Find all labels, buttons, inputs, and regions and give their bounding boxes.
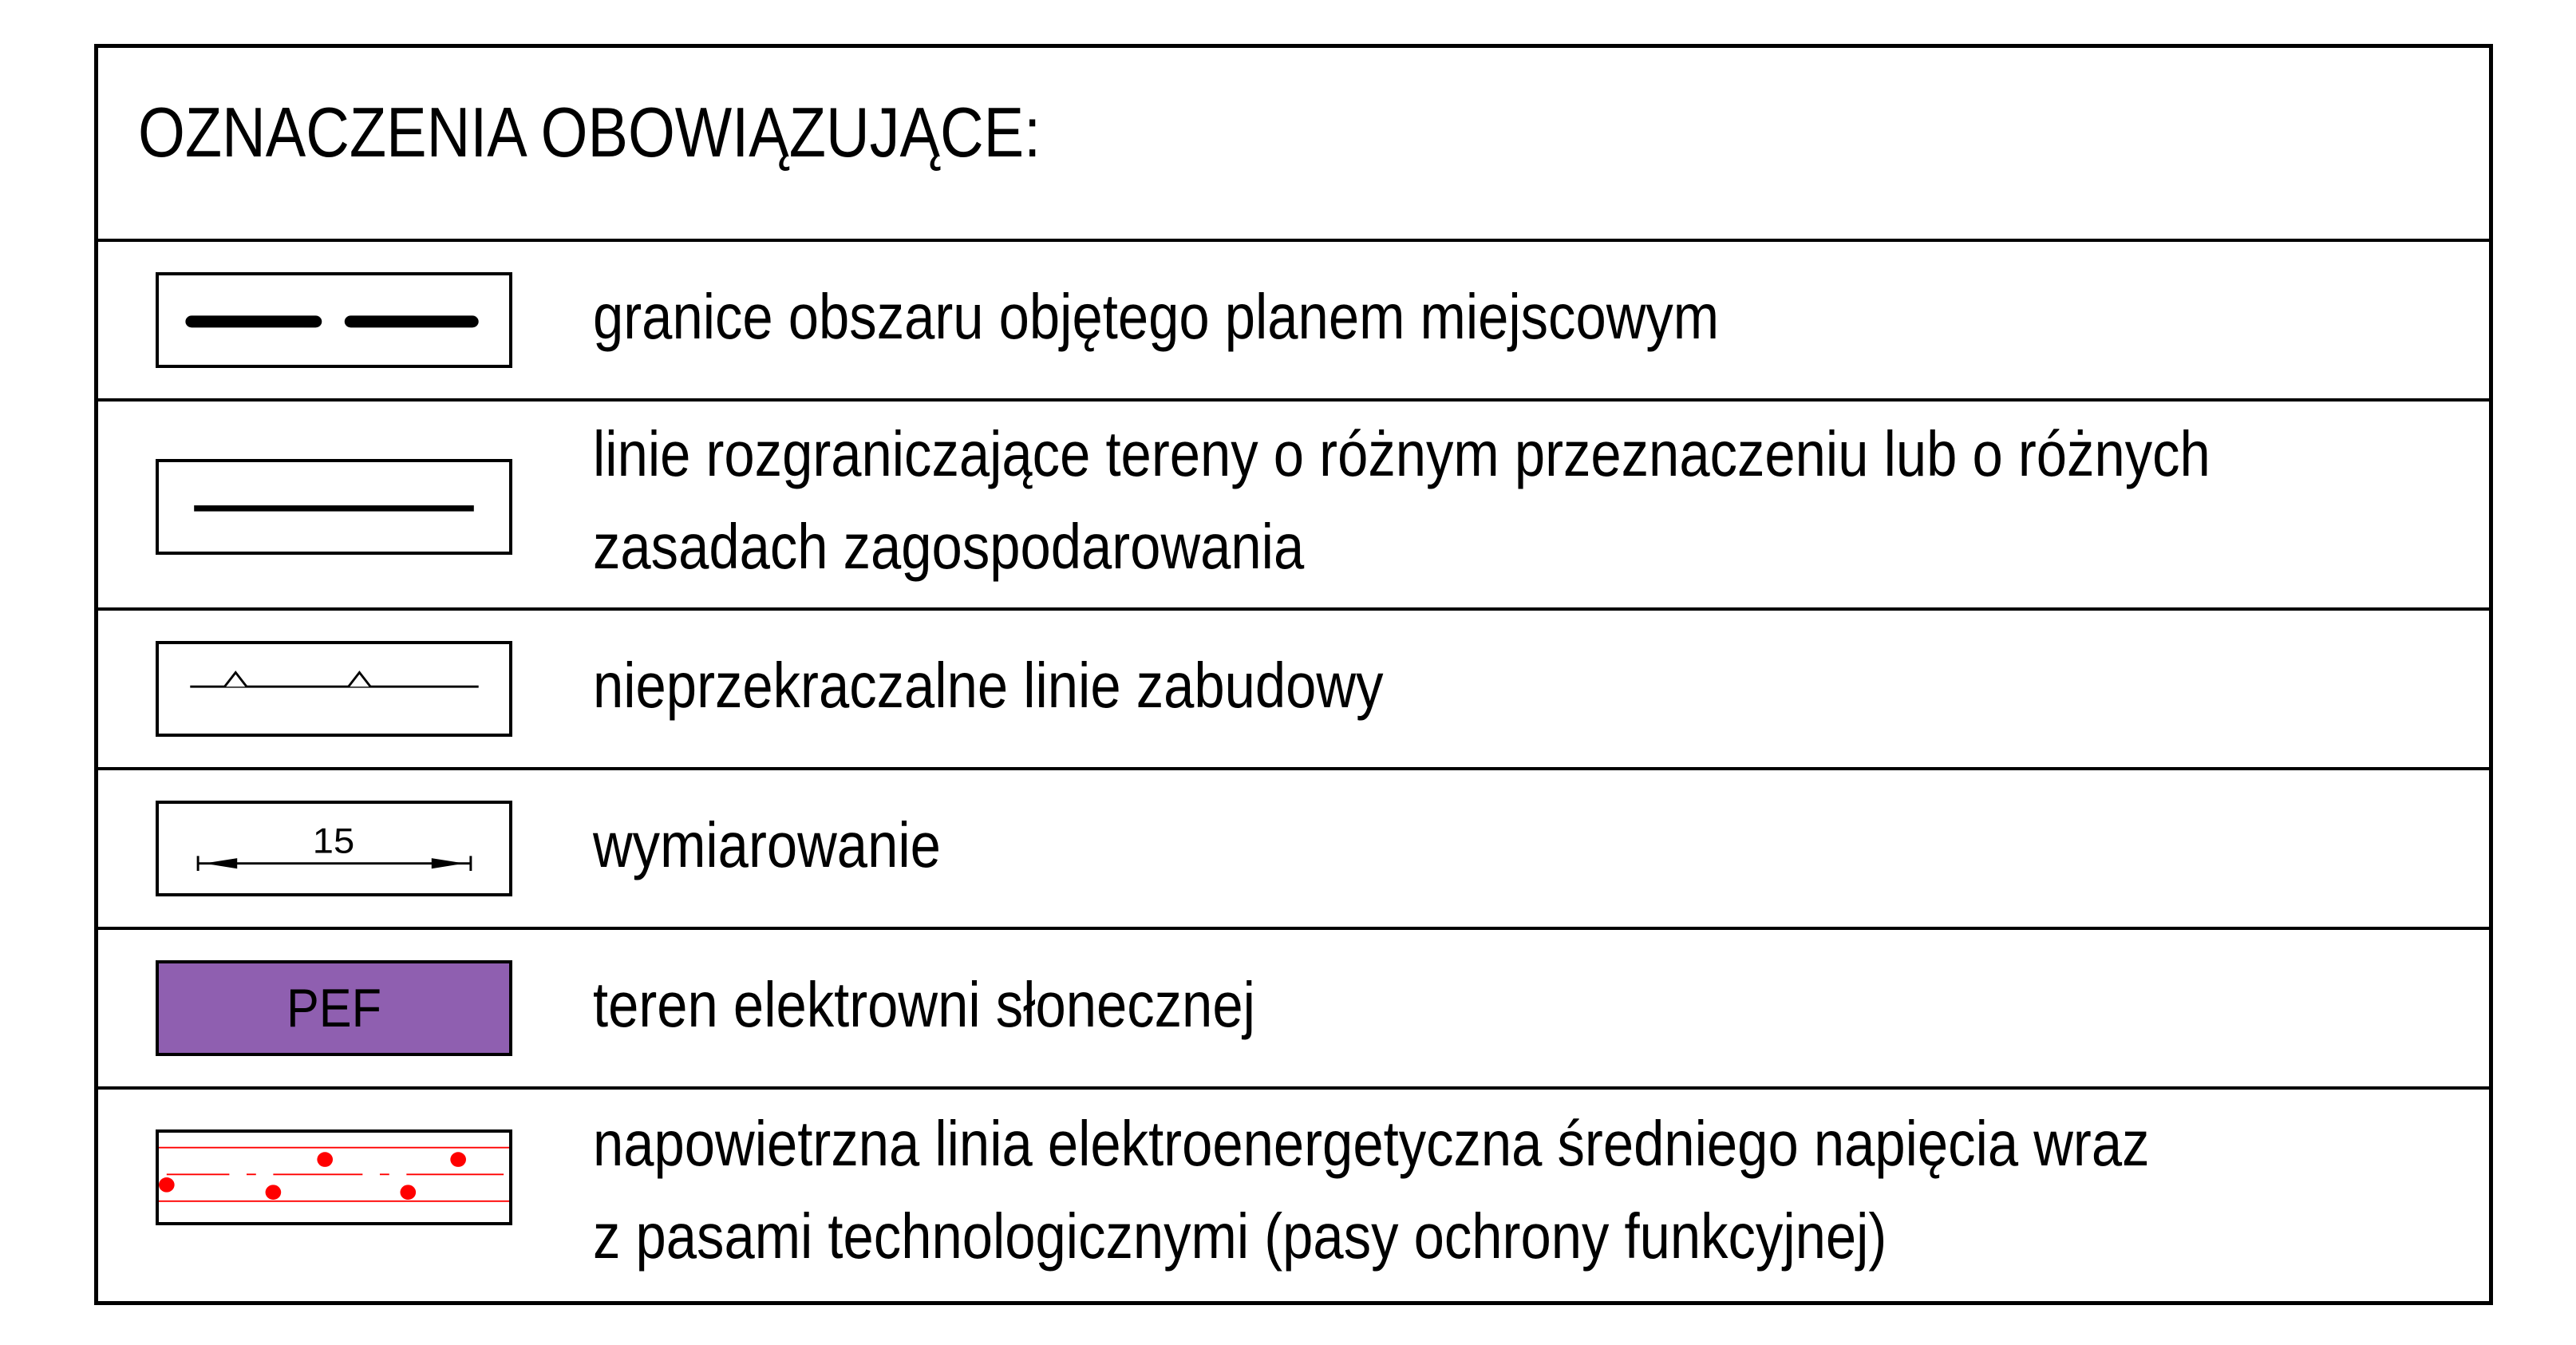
legend-header xyxy=(98,48,2489,242)
legend-row-dividing-lines xyxy=(98,402,2489,611)
legend-row-dimensioning xyxy=(98,770,2489,930)
legend-row-label-line-1: napowietrzna linia elektroenergetyczna średniego napięcia wraz xyxy=(593,1108,2150,1179)
legend-row-label-line-1: linie rozgraniczające tereny o różnym przeznaczeniu lub o różnych xyxy=(593,418,2211,489)
legend-row-building-lines xyxy=(98,611,2489,770)
legend-row-label: wymiarowanie xyxy=(593,809,941,880)
legend-row-label-line-2: z pasami technologicznymi (pasy ochrony funkcyjnej) xyxy=(593,1201,1887,1272)
dimension-value: 15 xyxy=(312,820,355,861)
legend-table xyxy=(94,44,2493,1305)
legend-row-power-line xyxy=(98,1090,2489,1305)
thick-dashed-line-icon xyxy=(156,272,512,368)
legend-row-label: teren elektrowni słonecznej xyxy=(593,969,1255,1040)
pef-label: PEF xyxy=(286,978,382,1038)
legend-row-label: nieprzekraczalne linie zabudowy xyxy=(593,650,1384,721)
legend-title: OZNACZENIA OBOWIĄZUJĄCE: xyxy=(138,93,1041,172)
legend-row-label-line-2: zasadach zagospodarowania xyxy=(593,511,1305,582)
legend-row-solar-plant xyxy=(98,930,2489,1090)
dimension-line-icon xyxy=(156,801,512,896)
legend-row-plan-boundary xyxy=(98,242,2489,402)
solid-line-icon xyxy=(156,459,512,555)
power-line-icon xyxy=(156,1129,512,1225)
pef-area-icon xyxy=(156,960,512,1056)
triangle-line-icon xyxy=(156,641,512,737)
legend-row-label: granice obszaru objętego planem miejscowym xyxy=(593,281,1720,352)
